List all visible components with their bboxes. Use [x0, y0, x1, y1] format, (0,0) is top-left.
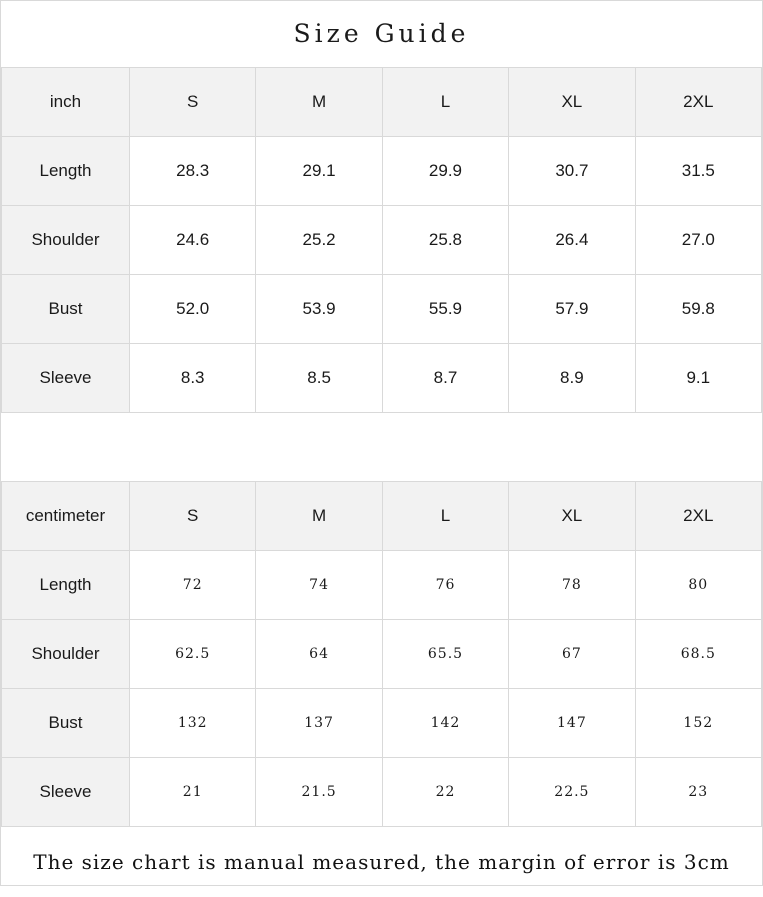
measurement-disclaimer: The size chart is manual measured, the margin of error is 3cm: [33, 850, 730, 874]
inch-size-table: [1, 67, 762, 413]
size-header-xl: XL: [509, 68, 635, 137]
size-header-s: S: [130, 68, 256, 137]
cell-sleeve-2xl: 23: [635, 758, 761, 827]
table-row: [2, 689, 762, 758]
cell-bust-l: 55.9: [382, 275, 508, 344]
size-header-xl: XL: [509, 482, 635, 551]
cell-bust-l: 142: [382, 689, 508, 758]
row-label-bust: Bust: [2, 275, 130, 344]
row-label-length: Length: [2, 551, 130, 620]
cell-sleeve-l: 8.7: [382, 344, 508, 413]
cell-sleeve-l: 22: [382, 758, 508, 827]
row-label-length: Length: [2, 137, 130, 206]
cell-length-m: 74: [256, 551, 382, 620]
cell-sleeve-s: 8.3: [130, 344, 256, 413]
cell-sleeve-2xl: 9.1: [635, 344, 761, 413]
table-row: [2, 275, 762, 344]
size-header-l: L: [382, 68, 508, 137]
cell-shoulder-s: 62.5: [130, 620, 256, 689]
cell-length-2xl: 31.5: [635, 137, 761, 206]
table-row: [2, 551, 762, 620]
row-label-sleeve: Sleeve: [2, 344, 130, 413]
cell-bust-m: 137: [256, 689, 382, 758]
cell-shoulder-xl: 26.4: [509, 206, 635, 275]
cell-bust-s: 132: [130, 689, 256, 758]
cell-bust-2xl: 59.8: [635, 275, 761, 344]
cell-shoulder-2xl: 68.5: [635, 620, 761, 689]
size-header-m: M: [256, 482, 382, 551]
cell-sleeve-s: 21: [130, 758, 256, 827]
table-row: [2, 206, 762, 275]
cell-sleeve-m: 8.5: [256, 344, 382, 413]
size-header-s: S: [130, 482, 256, 551]
page-title: Size Guide: [293, 19, 470, 48]
table-header-row: [2, 68, 762, 137]
row-label-bust: Bust: [2, 689, 130, 758]
cell-shoulder-xl: 67: [509, 620, 635, 689]
cell-bust-xl: 147: [509, 689, 635, 758]
table-row: [2, 758, 762, 827]
cell-bust-xl: 57.9: [509, 275, 635, 344]
cell-sleeve-m: 21.5: [256, 758, 382, 827]
cell-shoulder-l: 25.8: [382, 206, 508, 275]
cell-sleeve-xl: 8.9: [509, 344, 635, 413]
cell-length-l: 29.9: [382, 137, 508, 206]
cell-shoulder-2xl: 27.0: [635, 206, 761, 275]
cell-length-xl: 78: [509, 551, 635, 620]
table-row: [2, 344, 762, 413]
size-header-2xl: 2XL: [635, 68, 761, 137]
cell-length-2xl: 80: [635, 551, 761, 620]
cell-sleeve-xl: 22.5: [509, 758, 635, 827]
cell-shoulder-m: 25.2: [256, 206, 382, 275]
cell-length-l: 76: [382, 551, 508, 620]
cell-length-s: 72: [130, 551, 256, 620]
size-header-l: L: [382, 482, 508, 551]
size-header-m: M: [256, 68, 382, 137]
cell-shoulder-m: 64: [256, 620, 382, 689]
row-label-sleeve: Sleeve: [2, 758, 130, 827]
cell-length-s: 28.3: [130, 137, 256, 206]
centimeter-size-table: [1, 481, 762, 827]
table-separator: [1, 413, 762, 481]
size-header-2xl: 2XL: [635, 482, 761, 551]
unit-label-inch: inch: [2, 68, 130, 137]
table-header-row: [2, 482, 762, 551]
cell-shoulder-s: 24.6: [130, 206, 256, 275]
unit-label-centimeter: centimeter: [2, 482, 130, 551]
cell-bust-m: 53.9: [256, 275, 382, 344]
table-row: [2, 620, 762, 689]
row-label-shoulder: Shoulder: [2, 206, 130, 275]
cell-length-m: 29.1: [256, 137, 382, 206]
cell-bust-s: 52.0: [130, 275, 256, 344]
table-row: [2, 137, 762, 206]
row-label-shoulder: Shoulder: [2, 620, 130, 689]
cell-bust-2xl: 152: [635, 689, 761, 758]
cell-shoulder-l: 65.5: [382, 620, 508, 689]
cell-length-xl: 30.7: [509, 137, 635, 206]
